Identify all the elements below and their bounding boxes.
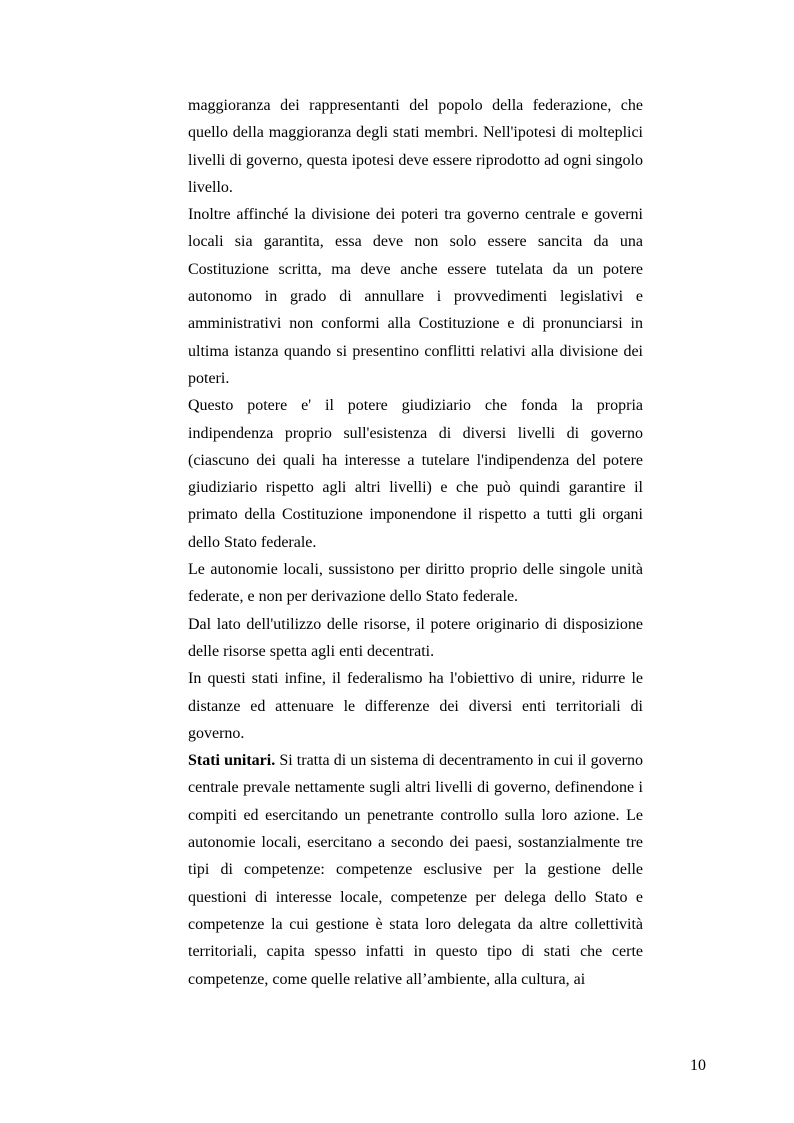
paragraph-federalism-objective: In questi stati infine, il federalismo ha l'obiettivo di unire, ridurre le distanze ed attenuare le differenze dei diversi enti territoriali di governo. (188, 670, 643, 742)
stati-unitari-heading: Stati unitari. (188, 752, 276, 770)
page-number: 10 (690, 1057, 706, 1074)
paragraph-resources: Dal lato dell'utilizzo delle risorse, il potere originario di disposizione delle risorse spetta agli enti decentrati. (188, 615, 643, 660)
paragraph-federation-majority: maggioranza dei rappresentanti del popolo della federazione, che quello della maggioranza degli stati membri. Nell'ipotesi di molteplici livelli di governo, questa ipotesi deve essere riprodotto ad ogni singolo livello. (188, 97, 643, 196)
paragraph-local-autonomies: Le autonomie locali, sussistono per diritto proprio delle singole unità federate, e non per derivazione dello Stato federale. (188, 561, 643, 606)
paragraph-division-of-powers: Inoltre affinché la divisione dei poteri tra governo centrale e governi locali sia garantita, essa deve non solo essere sancita da una Costituzione scritta, ma deve anche essere tutelata da un potere autonomo in grado di annullare i provvedimenti legislativi e amministrativi non conformi alla Costituzione e di pronunciarsi in ultima istanza quando si presentino conflitti relativi alla divisione dei poteri. (188, 206, 643, 387)
paragraph-judicial-power: Questo potere e' il potere giudiziario che fonda la propria indipendenza proprio sull'esistenza di diversi livelli di governo (ciascuno dei quali ha interesse a tutelare l'indipendenza del potere giudiziario rispetto agli altri livelli) e che può quindi garantire il primato della Costituzione imponendone il rispetto a tutti gli organi dello Stato federale. (188, 397, 643, 551)
stati-unitari-body: Si tratta di un sistema di decentramento in cui il governo centrale prevale nettamente sugli altri livelli di governo, definendone i compiti ed esercitando un penetrante controllo sulla loro azione. Le autonomie locali, esercitano a secondo dei paesi, sostanzialmente tre tipi di competenze: competenze esclusive per la gestione delle questioni di interesse locale, competenze per delega dello Stato e competenze la cui gestione è stata loro delegata da altre collettività territoriali, capita spesso infatti in questo tipo di stati che certe competenze, come quelle relative all’ambiente, alla cultura, ai (188, 752, 644, 988)
paragraph-stati-unitari (188, 747, 643, 993)
body-text (188, 92, 643, 993)
